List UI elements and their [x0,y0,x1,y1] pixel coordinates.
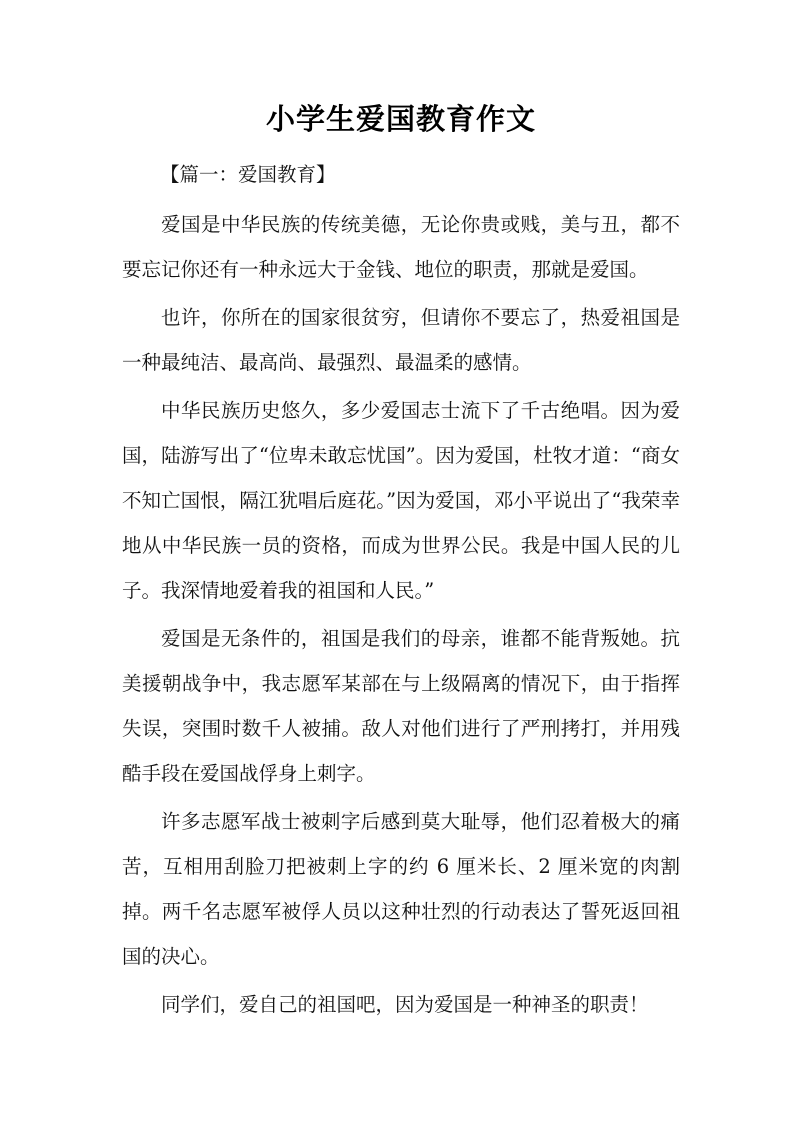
paragraph-3: 中华民族历史悠久，多少爱国志士流下了千古绝唱。因为爱国，陆游写出了“位卑未敢忘忧国”。因为爱国，杜牧才道：“商女不知亡国恨，隔江犹唱后庭花。”因为爱国，邓小平说出了“我荣幸地从中华民族一员的资格，而成为世界公民。我是中国人民的儿子。我深情地爱着我的祖国和人民。” [122,399,680,602]
paragraph-2: 也许，你所在的国家很贫穷，但请你不要忘了，热爱祖国是一种最纯洁、最高尚、最强烈、最温柔的感情。 [122,306,680,374]
paragraph-6: 同学们，爱自己的祖国吧，因为爱国是一种神圣的职责！ [161,993,649,1016]
paragraph-1: 爱国是中华民族的传统美德，无论你贵或贱，美与丑，都不要忘记你还有一种永远大于金钱、地位的职责，那就是爱国。 [122,213,680,281]
paragraph-5: 许多志愿军战士被刺字后感到莫大耻辱，他们忍着极大的痛苦，互相用刮脸刀把被刺上字的约 6 厘米长、2 厘米宽的肉割掉。两千名志愿军被俘人员以这种壮烈的行动表达了誓死返回祖国的决心。 [122,810,680,968]
document-title: 小学生爱国教育作文 [265,102,536,136]
paragraph-4: 爱国是无条件的，祖国是我们的母亲，谁都不能背叛她。抗美援朝战争中，我志愿军某部在与上级隔离的情况下，由于指挥失误，突围时数千人被捕。敌人对他们进行了严刑拷打，并用残酷手段在爱国战俘身上刺字。 [122,627,680,785]
section-heading: 【篇一：爱国教育】 [160,163,336,186]
